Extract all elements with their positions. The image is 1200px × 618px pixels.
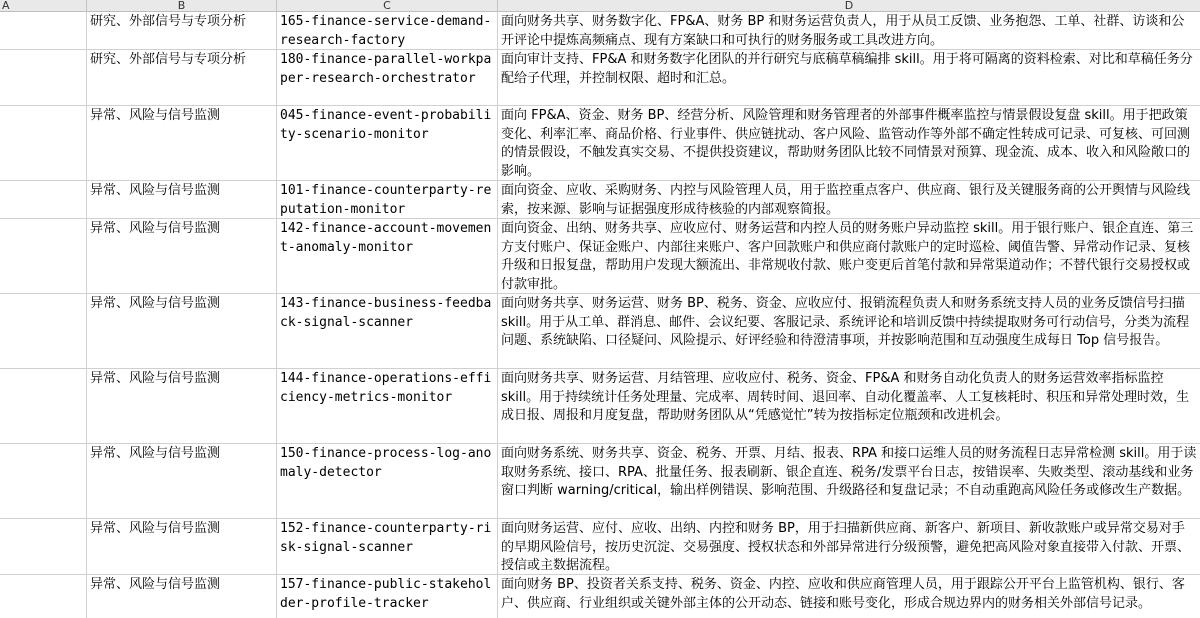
cell-a[interactable] xyxy=(0,369,87,443)
cell-description[interactable]: 面向财务共享、财务运营、月结管理、应收应付、税务、资金、FP&A 和财务自动化负责人的财务运营效率指标监控 skill。用于持续统计任务处理量、完成率、周转时间、退回率、自动化覆盖率、人工复核耗时、积压和异常处理时效，生成日报、周报和月度复盘，帮助财务团队从“凭感觉忙”转为按指标定位瓶颈和改进机会。 xyxy=(501,371,1190,424)
table-row xyxy=(0,12,1200,50)
table-row xyxy=(0,219,1200,294)
table-row xyxy=(0,181,1200,219)
cell-description[interactable]: 面向财务系统、财务共享、资金、税务、开票、月结、报表、RPA 和接口运维人员的财务流程日志异常检测 skill。用于读取财务系统、接口、RPA、批量任务、报表刷新、银企直连、税务/发票平台日志，按错误率、失败类型、滚动基线和业务窗口判断 warning/critical，输出样例错误、影响范围、升级路径和复盘记录；不自动重跑高风险任务或修改生产数据。 xyxy=(501,446,1197,499)
cell-category[interactable]: 异常、风险与信号监测 xyxy=(87,369,277,443)
cell-skill[interactable]: 165-finance-service-demand-research-factory xyxy=(277,12,498,49)
cell-skill[interactable]: 143-finance-business-feedback-signal-scanner xyxy=(277,294,498,368)
cell-a[interactable] xyxy=(0,444,87,518)
cell-description[interactable]: 面向审计支持、FP&A 和财务数字化团队的并行研究与底稿草稿编排 skill。用于将可隔离的资料检索、对比和草稿任务分配给子代理，并控制权限、超时和汇总。 xyxy=(501,52,1193,86)
cell-category[interactable]: 异常、风险与信号监测 xyxy=(87,294,277,368)
table-row xyxy=(0,575,1200,618)
cell-category[interactable]: 异常、风险与信号监测 xyxy=(87,444,277,518)
cell-category[interactable]: 异常、风险与信号监测 xyxy=(87,219,277,293)
cell-description[interactable]: 面向资金、出纳、财务共享、应收应付、财务运营和内控人员的财务账户异动监控 skill。用于银行账户、银企直连、第三方支付账户、保证金账户、内部往来账户、客户回款账户和供应商付款账户的定时巡检、阈值告警、异常动作记录、复核升级和日报复盘，帮助用户发现大额流出、非常规收付款、账户变更后首笔付款和异常渠道动作；不替代银行交易授权或付款审批。 xyxy=(501,221,1194,292)
cell-description[interactable]: 面向财务共享、财务数字化、FP&A、财务 BP 和财务运营负责人，用于从员工反馈、业务抱怨、工单、社群、访谈和公开评论中提炼高频痛点、现有方案缺口和可执行的财务服务或工具改进方向。 xyxy=(501,14,1185,48)
cell-description[interactable]: 面向财务运营、应付、应收、出纳、内控和财务 BP，用于扫描新供应商、新客户、新项目、新收款账户或异常交易对手的早期风险信号，按历史沉淀、交易强度、授权状态和外部异常进行分级预警，避免把高风险对象直接带入付款、开票、授信或主数据流程。 xyxy=(501,521,1191,574)
cell-skill[interactable]: 144-finance-operations-efficiency-metrics-monitor xyxy=(277,369,498,443)
table-row xyxy=(0,444,1200,519)
column-header-d[interactable]: D xyxy=(844,0,854,12)
table-row xyxy=(0,369,1200,444)
cell-description[interactable]: 面向财务共享、财务运营、财务 BP、税务、资金、应收应付、报销流程负责人和财务系统支持人员的业务反馈信号扫描 skill。用于从工单、群消息、邮件、会议纪要、客服记录、系统评论和培训反馈中持续提取财务可行动信号，分类为流程问题、系统缺陷、口径疑问、风险提示、好评经验和待澄清事项，并按影响范围和互动强度生成每日 Top 信号报告。 xyxy=(501,296,1190,349)
cell-a[interactable] xyxy=(0,50,87,105)
table-row xyxy=(0,519,1200,575)
column-header-b[interactable]: B xyxy=(87,0,277,12)
cell-skill[interactable]: 152-finance-counterparty-risk-signal-scanner xyxy=(277,519,498,574)
cell-category[interactable]: 研究、外部信号与专项分析 xyxy=(87,50,277,105)
cell-skill[interactable]: 157-finance-public-stakeholder-profile-tracker xyxy=(277,575,498,618)
cell-description[interactable]: 面向财务 BP、投资者关系支持、税务、资金、内控、应收和供应商管理人员，用于跟踪公开平台上监管机构、银行、客户、供应商、行业组织或关键外部主体的公开动态、链接和账号变化，形成合规边界内的财务相关外部信号记录。 xyxy=(501,577,1185,611)
cell-category[interactable]: 研究、外部信号与专项分析 xyxy=(87,12,277,49)
cell-a[interactable] xyxy=(0,12,87,49)
column-header-c[interactable]: C xyxy=(277,0,498,12)
cell-a[interactable] xyxy=(0,294,87,368)
cell-skill[interactable]: 150-finance-process-log-anomaly-detector xyxy=(277,444,498,518)
table-row xyxy=(0,294,1200,369)
cell-a[interactable] xyxy=(0,519,87,574)
cell-description[interactable]: 面向资金、应收、采购财务、内控与风险管理人员，用于监控重点客户、供应商、银行及关键服务商的公开舆情与风险线索，按来源、影响与证据强度形成待核验的内部观察简报。 xyxy=(501,183,1191,217)
cell-category[interactable]: 异常、风险与信号监测 xyxy=(87,181,277,218)
table-row xyxy=(0,106,1200,181)
column-header-a[interactable]: A xyxy=(0,0,87,12)
cell-category[interactable]: 异常、风险与信号监测 xyxy=(87,519,277,574)
cell-skill[interactable]: 180-finance-parallel-workpaper-research-orchestrator xyxy=(277,50,498,105)
cell-a[interactable] xyxy=(0,219,87,293)
column-header-bar xyxy=(0,0,1200,12)
cell-skill[interactable]: 045-finance-event-probability-scenario-monitor xyxy=(277,106,498,180)
cell-a[interactable] xyxy=(0,575,87,618)
cell-a[interactable] xyxy=(0,106,87,180)
cell-category[interactable]: 异常、风险与信号监测 xyxy=(87,106,277,180)
table-row xyxy=(0,50,1200,106)
cell-skill[interactable]: 101-finance-counterparty-reputation-monitor xyxy=(277,181,498,218)
cell-category[interactable]: 异常、风险与信号监测 xyxy=(87,575,277,618)
cell-a[interactable] xyxy=(0,181,87,218)
cell-skill[interactable]: 142-finance-account-movement-anomaly-monitor xyxy=(277,219,498,293)
cell-description[interactable]: 面向 FP&A、资金、财务 BP、经营分析、风险管理和财务管理者的外部事件概率监控与情景假设复盘 skill。用于把政策变化、利率汇率、商品价格、行业事件、供应链扰动、客户风险、监管动作等外部不确定性转成可记录、可复核、可回测的情景假设，不触发真实交易、不提供投资建议，帮助财务团队比较不同情景对预算、现金流、成本、收入和风险敞口的影响。 xyxy=(501,108,1191,179)
